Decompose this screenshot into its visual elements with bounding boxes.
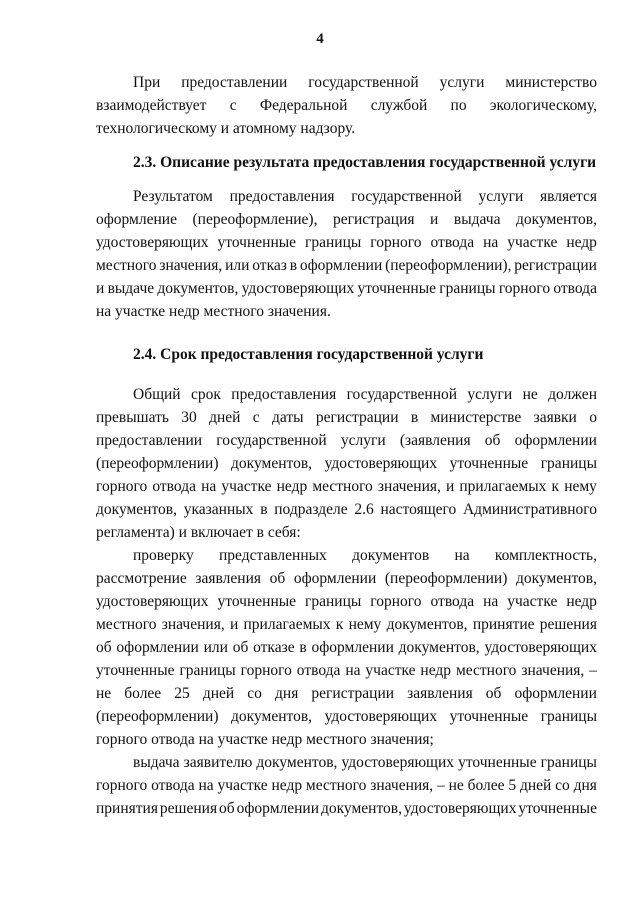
text-line: При предоставлении государственной услуги министерство bbox=[133, 74, 597, 91]
paragraph-issuance bbox=[96, 751, 597, 820]
text-line: превышать 30 дней с даты регистрации в министерстве заявки о bbox=[96, 409, 597, 426]
document-body bbox=[96, 71, 597, 820]
text-line: Общий срок предоставления государственной услуги не должен bbox=[133, 386, 597, 403]
page-number: 4 bbox=[316, 31, 324, 47]
text-line: документов, указанных в подразделе 2.6 настоящего Административного bbox=[96, 501, 597, 518]
text-line: горного отвода на участке недр местного значения; bbox=[96, 731, 434, 748]
text-line: об оформлении или об отказе в оформлении документов, удостоверяющих bbox=[96, 639, 597, 656]
text-line: Результатом предоставления государственной услуги является bbox=[133, 188, 597, 205]
section-heading-2-4: 2.4. Срок предоставления государственной услуги bbox=[133, 346, 484, 363]
text-line: технологическому и атомному надзору. bbox=[96, 120, 356, 137]
paragraph-result bbox=[96, 185, 597, 323]
text-line: горного отвода на участке недр местного значения, и прилагаемых к нему bbox=[96, 478, 597, 495]
text-line: рассмотрение заявления об оформлении (переоформлении) документов, bbox=[96, 570, 597, 587]
paragraph-term bbox=[96, 383, 597, 544]
text-line: принятия решения об оформлении документов, удостоверяющих уточненные bbox=[96, 800, 597, 817]
text-line: оформление (переоформление), регистрация и выдача документов, bbox=[96, 211, 597, 228]
text-line: удостоверяющих уточненные границы горного отвода на участке недр bbox=[96, 593, 597, 610]
paragraph-interaction bbox=[96, 71, 597, 140]
text-line: выдача заявителю документов, удостоверяющих уточненные границы bbox=[133, 754, 597, 771]
text-line: горного отвода на участке недр местного значения, – не более 5 дней со дня bbox=[96, 777, 597, 794]
text-line: взаимодействует с Федеральной службой по экологическому, bbox=[96, 97, 597, 114]
paragraph-review bbox=[96, 544, 597, 751]
text-line: удостоверяющих уточненные границы горного отвода на участке недр bbox=[96, 234, 597, 251]
text-line: не более 25 дней со дня регистрации заявления об оформлении bbox=[96, 685, 597, 702]
text-line: уточненные границы горного отвода на участке недр местного значения, – bbox=[96, 662, 597, 679]
text-line: (переоформлении) документов, удостоверяющих уточненные границы bbox=[96, 708, 597, 725]
text-line: проверку представленных документов на комплектность, bbox=[133, 547, 597, 564]
section-heading-2-3: 2.3. Описание результата предоставления государственной услуги bbox=[133, 154, 597, 171]
text-line: предоставлении государственной услуги (заявления об оформлении bbox=[96, 432, 597, 449]
text-line: местного значения, или отказ в оформлении (переоформлении), регистрации bbox=[96, 257, 597, 274]
text-line: на участке недр местного значения. bbox=[96, 303, 331, 320]
text-line: регламента) и включает в себя: bbox=[96, 524, 301, 541]
text-line: (переоформлении) документов, удостоверяющих уточненные границы bbox=[96, 455, 597, 472]
text-line: и выдаче документов, удостоверяющих уточненные границы горного отвода bbox=[96, 280, 597, 297]
text-line: местного значения, и прилагаемых к нему документов, принятие решения bbox=[96, 616, 597, 633]
